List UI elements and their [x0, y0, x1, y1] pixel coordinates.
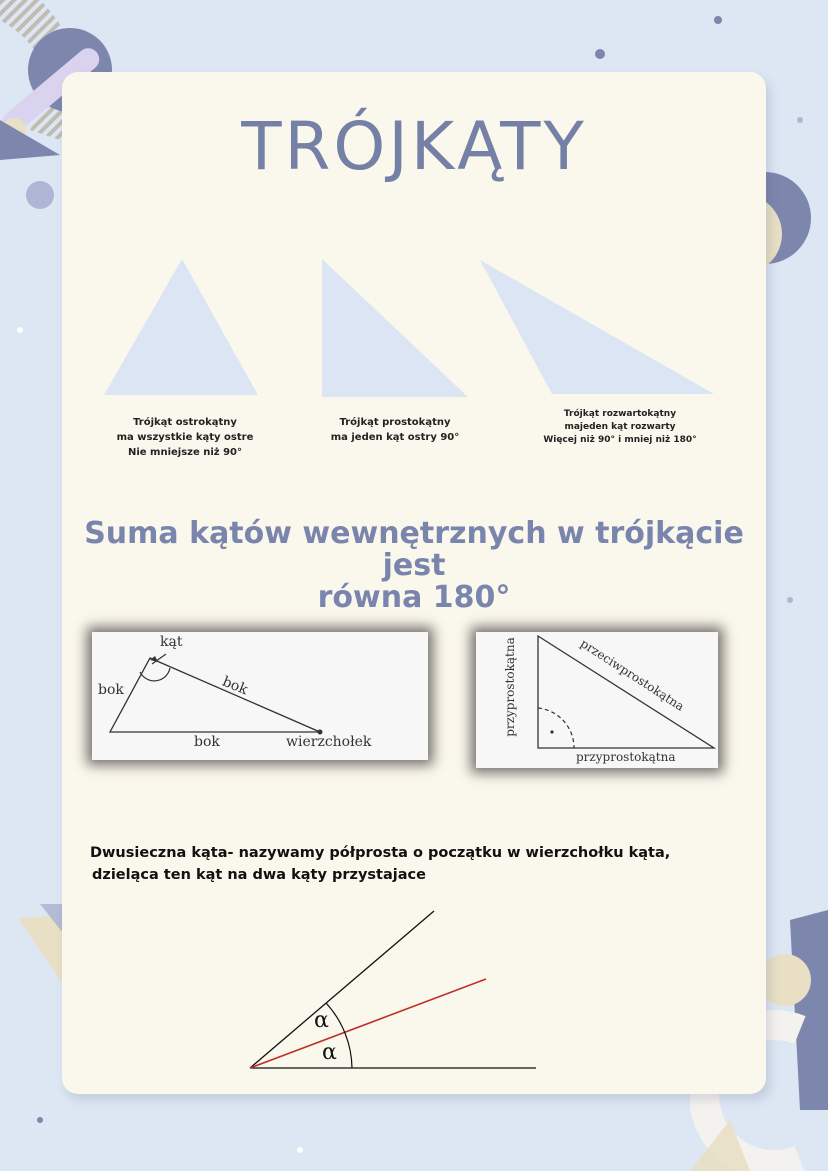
- caption-line: Trójkąt ostrokątny: [133, 417, 237, 428]
- leg-label-bottom: przyprostokątna: [576, 750, 676, 764]
- vertex-label: wierzchołek: [286, 734, 372, 750]
- leg-label-vertical: przyprostokątna: [502, 637, 517, 737]
- bisector-line-2: dzieląca ten kąt na dwa kąty przystajace: [92, 867, 426, 883]
- bisector-line-1: Dwusieczna kąta- nazywamy półprosta o początku w wierzchołku kąta,: [90, 845, 671, 861]
- side-label-diagonal: bok: [219, 673, 250, 699]
- angle-alpha-upper: α: [314, 1008, 329, 1033]
- angle-sum-line-1: Suma kątów wewnętrznych w trójkącie jest: [84, 516, 744, 583]
- hypotenuse-label: przeciwprostokątna: [577, 636, 687, 714]
- bisector-definition: [90, 842, 750, 886]
- caption-line: ma jeden kąt ostry 90°: [330, 432, 460, 443]
- caption-line: ma wszystkie kąty ostre: [116, 432, 254, 443]
- triangle-parts-drawing: [92, 632, 428, 760]
- acute-triangle-caption: [95, 415, 275, 460]
- side-label-bottom: bok: [194, 734, 220, 750]
- acute-triangle-shape: [100, 255, 260, 397]
- page-title: TRÓJKĄTY: [241, 108, 587, 185]
- obtuse-triangle-shape: [478, 258, 718, 396]
- angle-label: kąt: [160, 634, 183, 650]
- triangle-parts-figure: [92, 632, 428, 760]
- caption-line: Nie mniejsze niż 90°: [127, 447, 243, 458]
- right-triangle-shape: [318, 255, 470, 399]
- angle-sum-heading: [80, 518, 748, 614]
- angle-alpha-lower: α: [322, 1040, 337, 1065]
- caption-line: Trójkąt rozwartokątny: [563, 409, 677, 419]
- caption-line: majeden kąt rozwarty: [564, 422, 676, 432]
- angle-sum-line-2: równa 180°: [317, 580, 511, 615]
- side-label-left: bok: [98, 682, 124, 698]
- bisector-drawing: [240, 905, 540, 1075]
- right-triangle-figure: [476, 632, 718, 768]
- obtuse-triangle-caption: [520, 408, 720, 447]
- right-triangle-caption: [305, 415, 485, 445]
- caption-line: Więcej niż 90° i mniej niż 180°: [543, 435, 697, 445]
- caption-line: Trójkąt prostokątny: [339, 417, 451, 428]
